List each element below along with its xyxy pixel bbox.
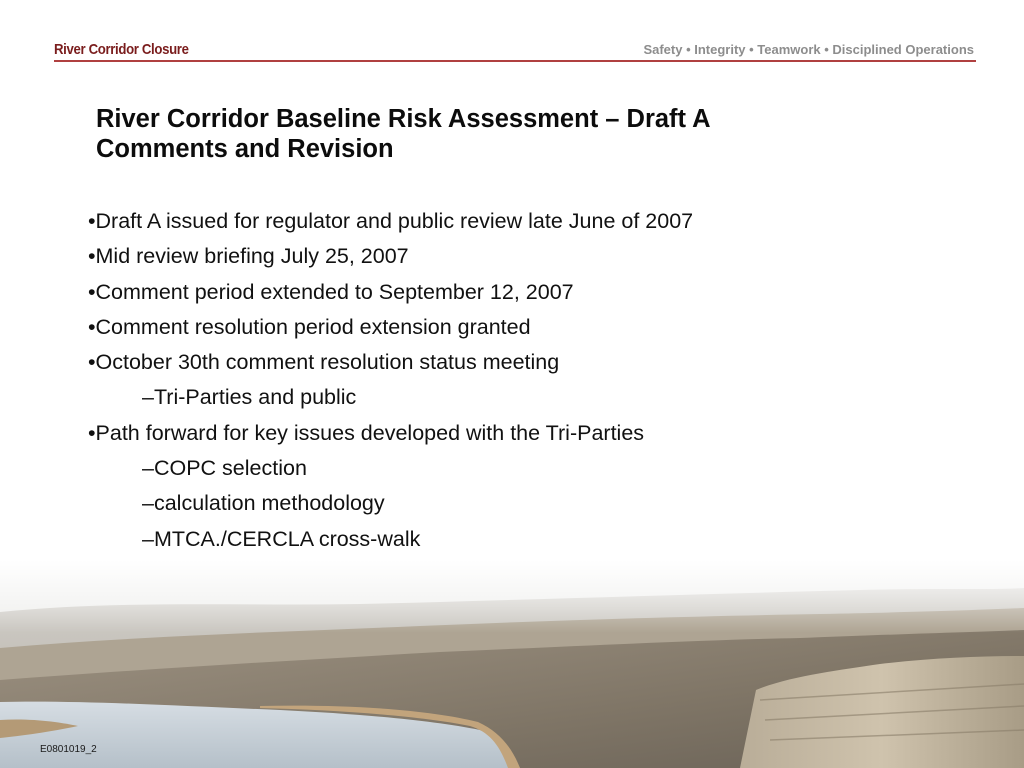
sub-bullet-item: –calculation methodology (142, 491, 385, 516)
bullet-item: •Draft A issued for regulator and public review late June of 2007 (88, 209, 694, 233)
slide-title-line-2: Comments and Revision (96, 135, 394, 163)
bullet-item: •Path forward for key issues developed with the Tri-Parties (88, 420, 645, 445)
sub-bullet-item: –COPC selection (142, 456, 307, 481)
sub-bullet-item: –MTCA./CERCLA cross-walk (142, 526, 421, 551)
slide-reference-code: E0801019_2 (40, 744, 97, 755)
slide-title (96, 104, 956, 164)
bullet-item: •October 30th comment resolution status meeting (88, 350, 560, 375)
bullet-item: •Comment resolution period extension granted (88, 314, 531, 339)
river-landscape-image (0, 560, 1024, 768)
header-tagline: Safety • Integrity • Teamwork • Disciplined Operations (643, 42, 974, 57)
header-divider (54, 60, 976, 62)
slide-title-line-1: River Corridor Baseline Risk Assessment – Draft A (96, 105, 711, 133)
bullet-list (88, 204, 968, 592)
bullet-item: •Comment period extended to September 12, 2007 (88, 279, 574, 304)
sub-bullet-item: –Tri-Parties and public (142, 385, 357, 410)
bullet-item: •Mid review briefing July 25, 2007 (88, 244, 409, 269)
brand-logo-text: River Corridor Closure (54, 41, 189, 58)
